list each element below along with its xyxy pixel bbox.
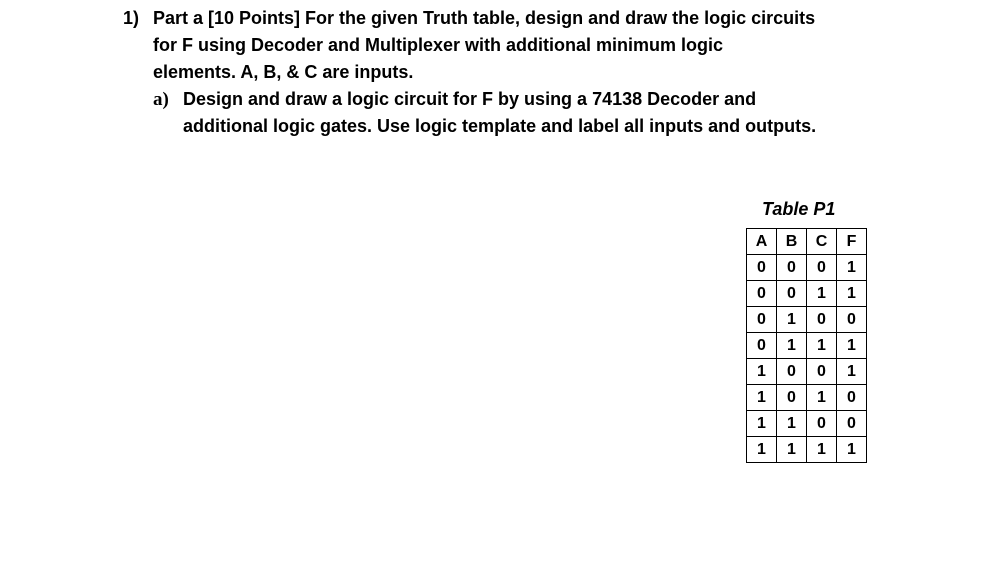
- header-b: B: [777, 229, 807, 255]
- table-cell: 0: [747, 281, 777, 307]
- table-cell: 0: [747, 255, 777, 281]
- table-cell: 0: [837, 385, 867, 411]
- subpart-line-2: additional logic gates. Use logic template and label all inputs and outputs.: [183, 116, 817, 136]
- table-cell: 1: [837, 333, 867, 359]
- table-cell: 1: [777, 333, 807, 359]
- table-cell: 0: [777, 385, 807, 411]
- table-cell: 1: [777, 437, 807, 463]
- table-cell: 0: [807, 411, 837, 437]
- table-row: [747, 411, 867, 437]
- table-cell: 1: [747, 385, 777, 411]
- table-row: [747, 359, 867, 385]
- header-c: C: [807, 229, 837, 255]
- table-row: [747, 437, 867, 463]
- question-line-2: for F using Decoder and Multiplexer with additional minimum logic: [153, 35, 724, 55]
- table-cell: 1: [777, 411, 807, 437]
- table-row: [747, 307, 867, 333]
- table-cell: 1: [807, 333, 837, 359]
- question-number: 1): [123, 8, 140, 28]
- table-row: [747, 333, 867, 359]
- header-f: F: [837, 229, 867, 255]
- question-line-1: Part a [10 Points] For the given Truth table, design and draw the logic circuits: [153, 8, 816, 28]
- table-cell: 0: [747, 307, 777, 333]
- subpart-line-1: Design and draw a logic circuit for F by using a 74138 Decoder and: [183, 89, 757, 109]
- subpart-marker: a): [153, 89, 169, 110]
- table-cell: 1: [807, 385, 837, 411]
- table-cell: 0: [837, 411, 867, 437]
- table-row: [747, 255, 867, 281]
- table-cell: 0: [747, 333, 777, 359]
- table-cell: 1: [807, 437, 837, 463]
- table-cell: 0: [807, 255, 837, 281]
- table-cell: 1: [837, 437, 867, 463]
- table-cell: 1: [747, 359, 777, 385]
- table-cell: 1: [747, 411, 777, 437]
- table-caption: Table P1: [762, 199, 836, 219]
- table-cell: 0: [777, 359, 807, 385]
- table-cell: 1: [777, 307, 807, 333]
- table-row: [747, 385, 867, 411]
- truth-table: [746, 228, 867, 463]
- table-cell: 1: [837, 359, 867, 385]
- table-cell: 1: [747, 437, 777, 463]
- table-row: [747, 281, 867, 307]
- table-cell: 0: [777, 281, 807, 307]
- table-cell: 0: [777, 255, 807, 281]
- table-cell: 0: [837, 307, 867, 333]
- truth-table-header-row: [747, 229, 867, 255]
- header-a: A: [747, 229, 777, 255]
- table-cell: 1: [837, 281, 867, 307]
- question-line-3: elements. A, B, & C are inputs.: [153, 62, 414, 82]
- table-cell: 0: [807, 307, 837, 333]
- table-cell: 1: [837, 255, 867, 281]
- table-cell: 1: [807, 281, 837, 307]
- table-cell: 0: [807, 359, 837, 385]
